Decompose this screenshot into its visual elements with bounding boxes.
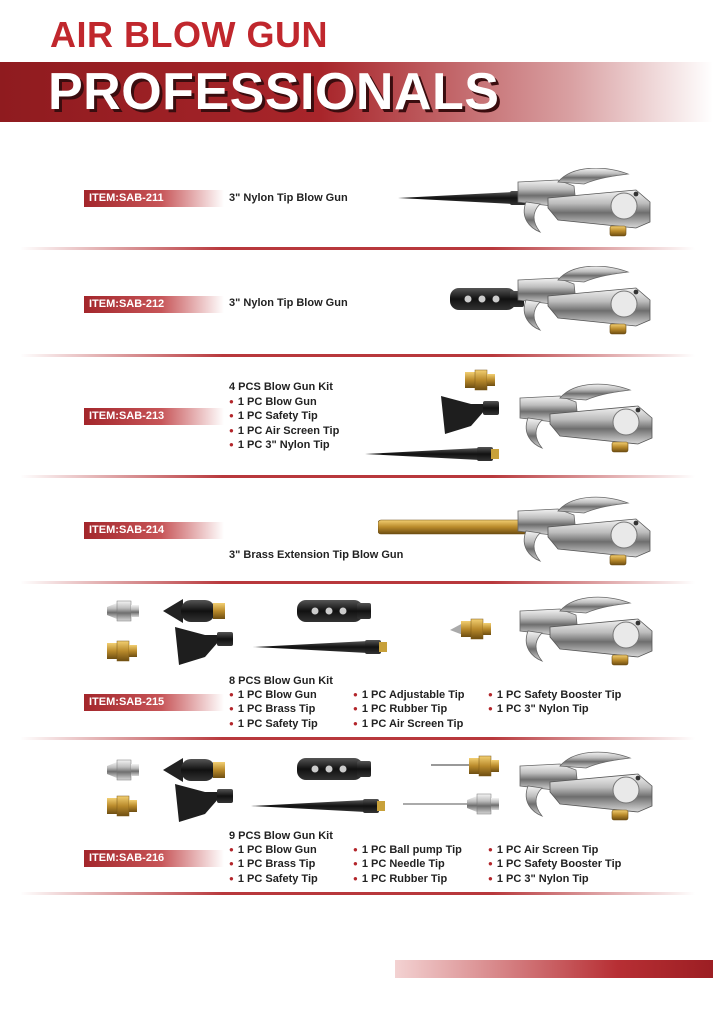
blow-gun-image xyxy=(450,266,665,336)
blow-gun-image xyxy=(398,168,663,238)
kit-item: ● 1 PC Ball pump Tip xyxy=(353,843,462,857)
kit-contents-column-3 xyxy=(488,843,621,886)
item-code-badge: ITEM:SAB-211 xyxy=(84,190,224,207)
page-title: AIR BLOW GUN xyxy=(50,14,328,55)
kit-parts-image xyxy=(105,748,665,830)
kit-item: ● 1 PC Rubber Tip xyxy=(353,702,465,716)
kit-item: ● 1 PC Air Screen Tip xyxy=(229,424,339,438)
kit-parts-image xyxy=(365,368,665,468)
footer-bar xyxy=(395,960,713,978)
item-description: 3" Brass Extension Tip Blow Gun xyxy=(229,549,404,561)
kit-title: 9 PCS Blow Gun Kit xyxy=(229,830,333,842)
item-description: 3" Nylon Tip Blow Gun xyxy=(229,297,348,309)
kit-contents-column-2 xyxy=(353,688,465,731)
kit-item: ● 1 PC Safety Tip xyxy=(229,717,318,731)
section-divider xyxy=(20,581,695,584)
kit-item: ● 1 PC Safety Booster Tip xyxy=(488,688,621,702)
kit-item: ● 1 PC Blow Gun xyxy=(229,395,339,409)
item-code-badge: ITEM:SAB-215 xyxy=(84,694,224,711)
kit-contents-column-1 xyxy=(229,688,318,731)
banner-title: PROFESSIONALS xyxy=(48,63,500,121)
section-divider xyxy=(20,737,695,740)
blow-gun-image xyxy=(378,495,665,567)
kit-item: ● 1 PC Air Screen Tip xyxy=(488,843,621,857)
kit-item: ● 1 PC Safety Tip xyxy=(229,872,318,886)
kit-item: ● 1 PC Adjustable Tip xyxy=(353,688,465,702)
kit-title: 4 PCS Blow Gun Kit xyxy=(229,381,333,393)
kit-contents-list xyxy=(229,395,339,452)
section-divider xyxy=(20,354,695,357)
kit-item: ● 1 PC 3" Nylon Tip xyxy=(488,702,621,716)
kit-item: ● 1 PC Blow Gun xyxy=(229,688,318,702)
item-code-badge: ITEM:SAB-213 xyxy=(84,408,224,425)
kit-contents-column-3 xyxy=(488,688,621,717)
kit-contents-column-2 xyxy=(353,843,462,886)
kit-item: ● 1 PC Air Screen Tip xyxy=(353,717,465,731)
section-divider xyxy=(20,475,695,478)
kit-item: ● 1 PC 3" Nylon Tip xyxy=(229,438,339,452)
item-code-badge: ITEM:SAB-214 xyxy=(84,522,224,539)
kit-item: ● 1 PC 3" Nylon Tip xyxy=(488,872,621,886)
kit-parts-image xyxy=(105,595,665,675)
section-divider xyxy=(20,247,695,250)
item-code-badge: ITEM:SAB-216 xyxy=(84,850,224,867)
item-code-badge: ITEM:SAB-212 xyxy=(84,296,224,313)
kit-contents-column-1 xyxy=(229,843,318,886)
item-description: 3" Nylon Tip Blow Gun xyxy=(229,192,348,204)
kit-title: 8 PCS Blow Gun Kit xyxy=(229,675,333,687)
kit-item: ● 1 PC Safety Tip xyxy=(229,409,339,423)
section-divider xyxy=(20,892,695,895)
kit-item: ● 1 PC Safety Booster Tip xyxy=(488,857,621,871)
kit-item: ● 1 PC Blow Gun xyxy=(229,843,318,857)
kit-item: ● 1 PC Needle Tip xyxy=(353,857,462,871)
kit-item: ● 1 PC Rubber Tip xyxy=(353,872,462,886)
kit-item: ● 1 PC Brass Tip xyxy=(229,857,318,871)
kit-item: ● 1 PC Brass Tip xyxy=(229,702,318,716)
